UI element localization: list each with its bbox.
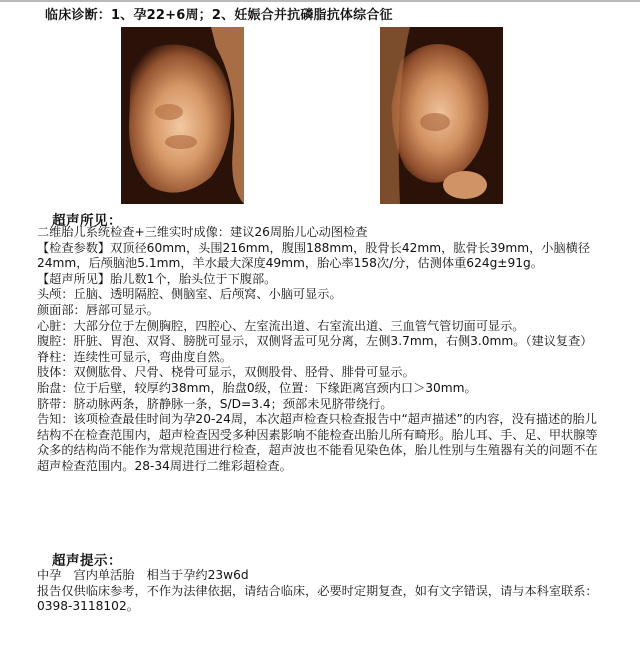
impression-title: 超声提示： xyxy=(52,553,122,569)
findings-line: 告知：该项检查最佳时间为孕20-24周，本次超声检查只检查报告中“超声描述”的内容，没有描述的胎儿结构不在检查范围内，超声检查因受多种因素影响不能检查出胎儿所有畸形。胎儿耳、手、足、甲状腺等众多的结构尚不能作为常规范围进行检查，超声波也不能看见染色体，胎儿性别与生殖器有关的问题不在超声检查范围内。28-34周进行二维彩超检查。 xyxy=(37,412,598,473)
findings-line: 腹腔：肝脏、胃泡、双肾、膀胱可显示，双侧肾盂可见分离，左侧3.7mm，右侧3.0mm。（建议复查） xyxy=(37,334,593,349)
findings-title: 超声所见： xyxy=(52,213,122,229)
findings-line: 心脏：大部分位于左侧胸腔，四腔心、左室流出道、右室流出道、三血管气管切面可显示。 xyxy=(37,318,525,333)
findings-line: 【超声所见】胎儿数1个，胎头位于下腹部。 xyxy=(37,271,277,286)
impression-line: 报告仅供临床参考，不作为法律依据，请结合临床，必要时定期复查，如有文字错误，请与本科室联系：0398-3118102。 xyxy=(37,583,598,614)
clinical-diagnosis: 临床诊断：1、孕22+6周；2、妊娠合并抗磷脂抗体综合征 xyxy=(45,8,393,23)
findings-line: 头颅：丘脑、透明隔腔、侧脑室、后颅窝、小脑可显示。 xyxy=(37,287,342,302)
findings-line: 肢体：双侧肱骨、尺骨、桡骨可显示，双侧股骨、胫骨、腓骨可显示。 xyxy=(37,365,415,380)
top-border xyxy=(0,0,640,2)
ultrasound-3d-image-right xyxy=(380,27,503,204)
impression-body xyxy=(37,568,607,615)
findings-body xyxy=(37,225,607,475)
findings-line: 二维胎儿系统检查+三维实时成像：建议26周胎儿心动图检查 xyxy=(37,225,368,239)
findings-line: 【检查参数】双顶径60mm，头围216mm，腹围188mm，股骨长42mm，肱骨长39mm，小脑横径24mm，后颅脑池5.1mm，羊水最大深度49mm，胎心率158次/分，估测体重624g±91g。 xyxy=(37,240,591,271)
findings-line: 胎盘：位于后壁，较厚约38mm，胎盘0级，位置：下缘距离宫颈内口＞30mm。 xyxy=(37,380,477,395)
findings-line: 脐带：脐动脉两条，脐静脉一条，S/D=3.4；颈部未见脐带绕行。 xyxy=(37,396,393,411)
findings-line: 颜面部：唇部可显示。 xyxy=(37,302,159,317)
ultrasound-3d-image-left xyxy=(121,27,244,204)
findings-line: 脊柱：连续性可显示，弯曲度自然。 xyxy=(37,349,232,364)
impression-line: 中孕 宫内单活胎 相当于孕约23w6d xyxy=(37,568,249,582)
